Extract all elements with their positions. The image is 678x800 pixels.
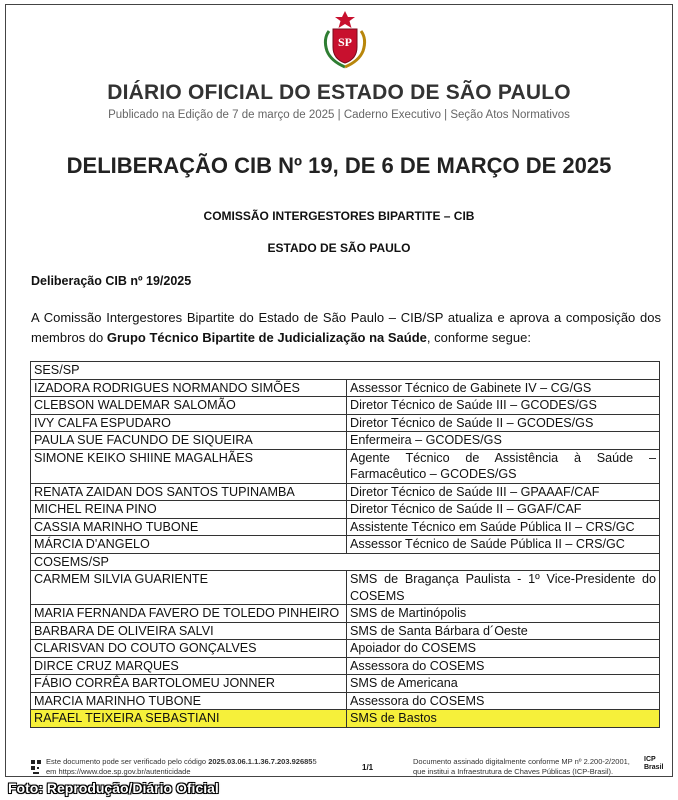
member-role: Assessora do COSEMS (347, 692, 660, 710)
verification-url[interactable]: em https://www.doe.sp.gov.br/autenticidade (46, 767, 191, 776)
verification-note: Este documento pode ser verificado pelo código 2025.03.06.1.1.36.7.203.926855 em https://www.doe.sp.gov.br/autenticidade (46, 757, 366, 777)
member-role: Enfermeira – GCODES/GS (347, 432, 660, 450)
member-role: Diretor Técnico de Saúde II – GGAF/CAF (347, 501, 660, 519)
intro-paragraph (31, 308, 661, 348)
member-role: Diretor Técnico de Saúde II – GCODES/GS (347, 414, 660, 432)
member-row (31, 379, 660, 397)
intro-text-end: , conforme segue: (426, 330, 531, 345)
member-row (31, 449, 660, 483)
page-number: 1/1 (362, 763, 374, 772)
member-row (31, 675, 660, 693)
member-row (31, 710, 660, 728)
state-name: ESTADO DE SÃO PAULO (267, 241, 411, 255)
member-role: SMS de Bastos (347, 710, 660, 728)
member-row (31, 571, 660, 605)
member-row (31, 640, 660, 658)
member-row (31, 501, 660, 519)
member-role: Diretor Técnico de Saúde III – GCODES/GS (347, 397, 660, 415)
member-row (31, 692, 660, 710)
section-name: COSEMS/SP (31, 553, 660, 571)
member-name: CASSIA MARINHO TUBONE (31, 518, 347, 536)
member-name: MICHEL REINA PINO (31, 501, 347, 519)
member-name: MÁRCIA D'ANGELO (31, 536, 347, 554)
member-role: Assistente Técnico em Saúde Pública II – CRS/GC (347, 518, 660, 536)
member-role: Assessor Técnico de Saúde Pública II – CRS/GC (347, 536, 660, 554)
member-row (31, 657, 660, 675)
member-role: SMS de Bragança Paulista - 1º Vice-Presidente do COSEMS (347, 571, 660, 605)
member-row (31, 518, 660, 536)
deliberation-number: Deliberação CIB nº 19/2025 (31, 274, 192, 288)
signature-note: Documento assinado digitalmente conforme MP nº 2.200-2/2001, que institui a Infraestrutura de Chaves Públicas (ICP-Brasil). (413, 757, 630, 776)
member-role: Agente Técnico de Assistência à Saúde – Farmacêutico – GCODES/GS (347, 449, 660, 483)
verification-code: 2025.03.06.1.1.36.7.203.92685 (208, 757, 313, 766)
member-row (31, 622, 660, 640)
member-role: Diretor Técnico de Saúde III – GPAAAF/CAF (347, 483, 660, 501)
member-name: CLARISVAN DO COUTO GONÇALVES (31, 640, 347, 658)
section-header-row (31, 362, 660, 380)
qr-code-icon (30, 759, 42, 777)
icp-brasil-logo: ICP Brasil (644, 756, 664, 771)
crest-text: SP (337, 35, 353, 49)
member-name: BARBARA DE OLIVEIRA SALVI (31, 622, 347, 640)
member-role: SMS de Americana (347, 675, 660, 693)
commission-name: COMISSÃO INTERGESTORES BIPARTITE – CIB (203, 209, 475, 223)
publication-info: Publicado na Edição de 7 de março de 2025 | Caderno Executivo | Seção Atos Normativos (108, 109, 570, 121)
member-row (31, 536, 660, 554)
member-row (31, 414, 660, 432)
sao-paulo-coat-of-arms-icon (319, 9, 371, 71)
intro-text: A Comissão Intergestores Bipartite do Estado de São Paulo – CIB/SP atualiza e aprova a composição dos membros do (31, 310, 661, 345)
member-role: Assessor Técnico de Gabinete IV – CG/GS (347, 379, 660, 397)
member-name: MARCIA MARINHO TUBONE (31, 692, 347, 710)
group-name: Grupo Técnico Bipartite de Judicialização na Saúde (106, 330, 427, 345)
member-name: RAFAEL TEIXEIRA SEBASTIANI (31, 710, 347, 728)
member-name: SIMONE KEIKO SHIINE MAGALHÃES (31, 449, 347, 483)
member-row (31, 397, 660, 415)
member-row (31, 605, 660, 623)
member-name: PAULA SUE FACUNDO DE SIQUEIRA (31, 432, 347, 450)
members-table (30, 361, 660, 728)
member-role: Apoiador do COSEMS (347, 640, 660, 658)
member-row (31, 483, 660, 501)
document-page (5, 4, 673, 777)
document-title: DELIBERAÇÃO CIB Nº 19, DE 6 DE MARÇO DE 2025 (66, 153, 612, 178)
photo-credit: Foto: Reprodução/Diário Oficial (8, 780, 219, 796)
member-role: SMS de Santa Bárbara d´Oeste (347, 622, 660, 640)
member-name: CARMEM SILVIA GUARIENTE (31, 571, 347, 605)
journal-title: DIÁRIO OFICIAL DO ESTADO DE SÃO PAULO (107, 81, 571, 104)
member-name: MARIA FERNANDA FAVERO DE TOLEDO PINHEIRO (31, 605, 347, 623)
section-header-row (31, 553, 660, 571)
member-row (31, 432, 660, 450)
member-role: Assessora do COSEMS (347, 657, 660, 675)
member-name: IVY CALFA ESPUDARO (31, 414, 347, 432)
member-name: IZADORA RODRIGUES NORMANDO SIMÕES (31, 379, 347, 397)
section-name: SES/SP (31, 362, 660, 380)
member-name: FÁBIO CORRÊA BARTOLOMEU JONNER (31, 675, 347, 693)
member-name: RENATA ZAIDAN DOS SANTOS TUPINAMBA (31, 483, 347, 501)
member-name: DIRCE CRUZ MARQUES (31, 657, 347, 675)
member-role: SMS de Martinópolis (347, 605, 660, 623)
member-name: CLEBSON WALDEMAR SALOMÃO (31, 397, 347, 415)
